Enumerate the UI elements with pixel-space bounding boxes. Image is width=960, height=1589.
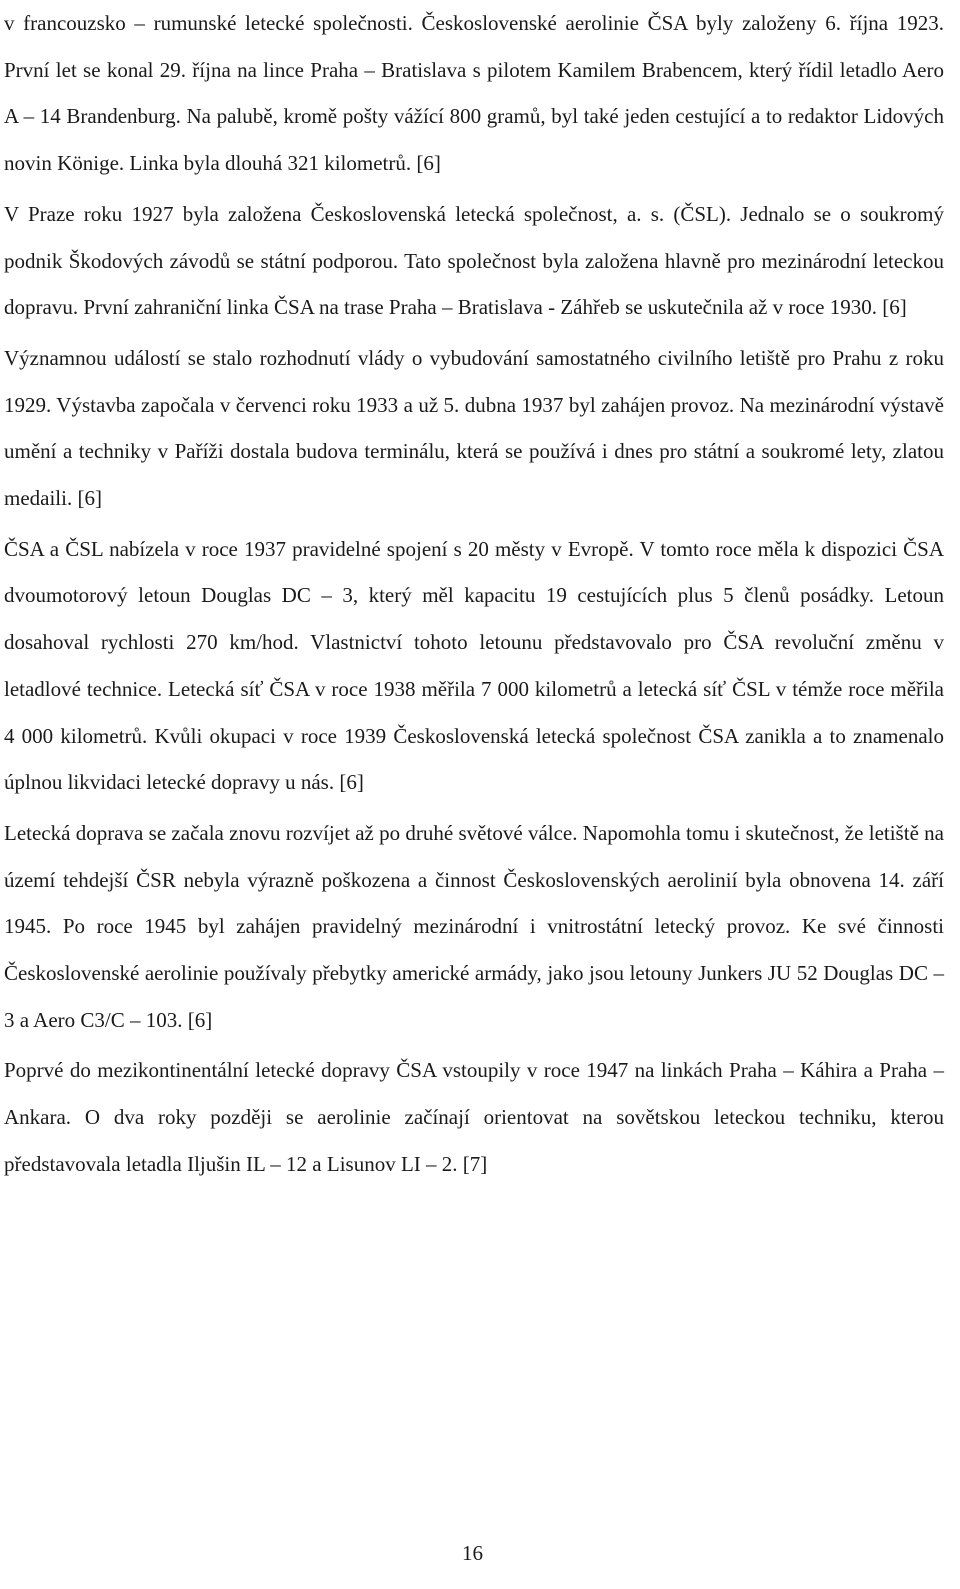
paragraph-5: Letecká doprava se začala znovu rozvíjet až po druhé světové válce. Napomohla tomu i skutečnost, že letiště na území tehdejší ČSR nebyla výrazně poškozena a činnost Československých aerolinií byla obnovena 14. září 1945. Po roce 1945 byl zahájen pravidelný mezinárodní i vnitrostátní letecký provoz. Ke své činnosti Československé aerolinie používaly přebytky americké armády, jako jsou letouny Junkers JU 52 Douglas DC – 3 a Aero C3/C – 103. [6] xyxy=(4,820,944,1032)
paragraph-1: v francouzsko – rumunské letecké společnosti. Československé aerolinie ČSA byly založeny 6. října 1923. První let se konal 29. října na lince Praha – Bratislava s pilotem Kamilem Brabencem, který řídil letadlo Aero A – 14 Brandenburg. Na palubě, kromě pošty vážící 800 gramů, byl také jeden cestující a to redaktor Lidových novin Könige. Linka byla dlouhá 321 kilometrů. [6] xyxy=(4,11,944,176)
paragraph-2: V Praze roku 1927 byla založena Československá letecká společnost, a. s. (ČSL). Jednalo se o soukromý podnik Škodových závodů se státní podporou. Tato společnost byla založena hlavně pro mezinárodní leteckou dopravu. První zahraniční linka ČSA na trase Praha – Bratislava - Záhřeb se uskutečnila až v roce 1930. [6] xyxy=(4,201,944,320)
paragraph-4: ČSA a ČSL nabízela v roce 1937 pravidelné spojení s 20 městy v Evropě. V tomto roce měla k dispozici ČSA dvoumotorový letoun Douglas DC – 3, který měl kapacitu 19 cestujících plus 5 členů posádky. Letoun dosahoval rychlosti 270 km/hod. Vlastnictví tohoto letounu představovalo pro ČSA revoluční změnu v letadlové technice. Letecká síť ČSA v roce 1938 měřila 7 000 kilometrů a letecká síť ČSL v témže roce měřila 4 000 kilometrů. Kvůli okupaci v roce 1939 Československá letecká společnost ČSA zanikla a to znamenalo úplnou likvidaci letecké dopravy u nás. [6] xyxy=(4,536,944,795)
paragraph-6: Poprvé do mezikontinentální letecké dopravy ČSA vstoupily v roce 1947 na linkách Praha – Káhira a Praha – Ankara. O dva roky později se aerolinie začínají orientovat na sovětskou leteckou techniku, kterou představovala letadla Iljušin IL – 12 a Lisunov LI – 2. [7] xyxy=(4,1058,944,1176)
page-number: 16 xyxy=(462,1541,483,1565)
text-body xyxy=(4,0,944,1192)
paragraph-3: Významnou událostí se stalo rozhodnutí vlády o vybudování samostatného civilního letiště pro Prahu z roku 1929. Výstavba započala v červenci roku 1933 a už 5. dubna 1937 byl zahájen provoz. Na mezinárodní výstavě umění a techniky v Paříži dostala budova terminálu, která se používá i dnes pro státní a soukromé lety, zlatou medaili. [6] xyxy=(4,345,944,511)
